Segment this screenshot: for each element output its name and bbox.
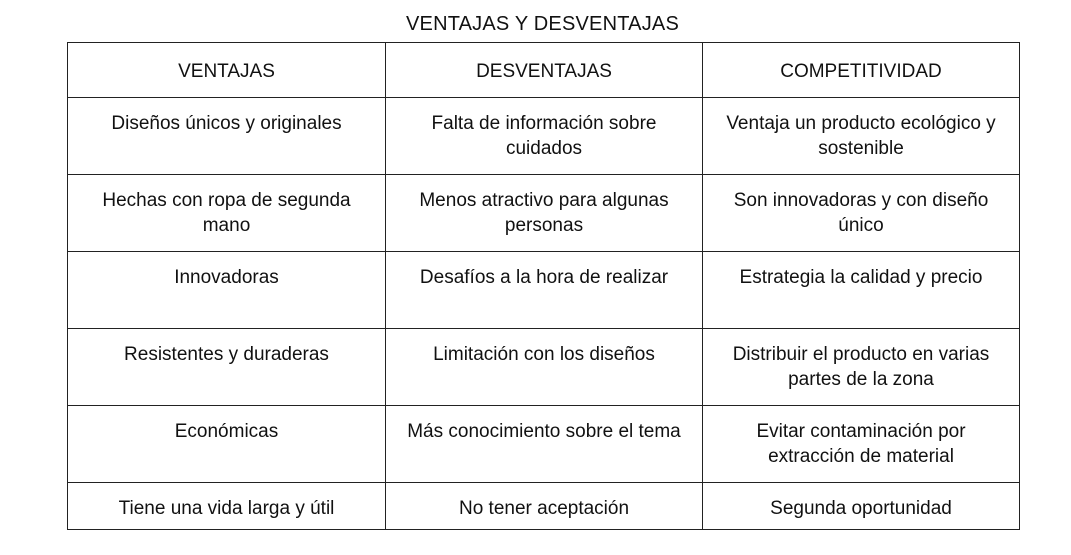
table-row [68, 175, 1020, 252]
cell-desventaja: Desafíos a la hora de realizar [386, 252, 703, 329]
cell-ventaja: Diseños únicos y originales [68, 98, 386, 175]
cell-desventaja: Más conocimiento sobre el tema [386, 406, 703, 483]
cell-desventaja: No tener aceptación [386, 483, 703, 530]
cell-ventaja: Económicas [68, 406, 386, 483]
cell-desventaja: Menos atractivo para algunas personas [386, 175, 703, 252]
table-row [68, 483, 1020, 530]
cell-competitividad: Segunda oportunidad [703, 483, 1020, 530]
cell-competitividad: Ventaja un producto ecológico y sostenible [703, 98, 1020, 175]
header-desventajas: DESVENTAJAS [386, 43, 703, 98]
table-row [68, 406, 1020, 483]
header-ventajas: VENTAJAS [68, 43, 386, 98]
table-row [68, 252, 1020, 329]
cell-ventaja: Tiene una vida larga y útil [68, 483, 386, 530]
header-competitividad: COMPETITIVIDAD [703, 43, 1020, 98]
cell-ventaja: Hechas con ropa de segunda mano [68, 175, 386, 252]
cell-competitividad: Son innovadoras y con diseño único [703, 175, 1020, 252]
document-title: VENTAJAS Y DESVENTAJAS [405, 13, 679, 35]
cell-competitividad: Estrategia la calidad y precio [703, 252, 1020, 329]
table-row [68, 98, 1020, 175]
comparison-table [67, 42, 1020, 530]
table-row [68, 329, 1020, 406]
cell-ventaja: Resistentes y duraderas [68, 329, 386, 406]
cell-competitividad: Evitar contaminación por extracción de material [703, 406, 1020, 483]
cell-desventaja: Falta de información sobre cuidados [386, 98, 703, 175]
table-header-row [68, 43, 1020, 98]
cell-ventaja: Innovadoras [68, 252, 386, 329]
cell-desventaja: Limitación con los diseños [386, 329, 703, 406]
cell-competitividad: Distribuir el producto en varias partes de la zona [703, 329, 1020, 406]
